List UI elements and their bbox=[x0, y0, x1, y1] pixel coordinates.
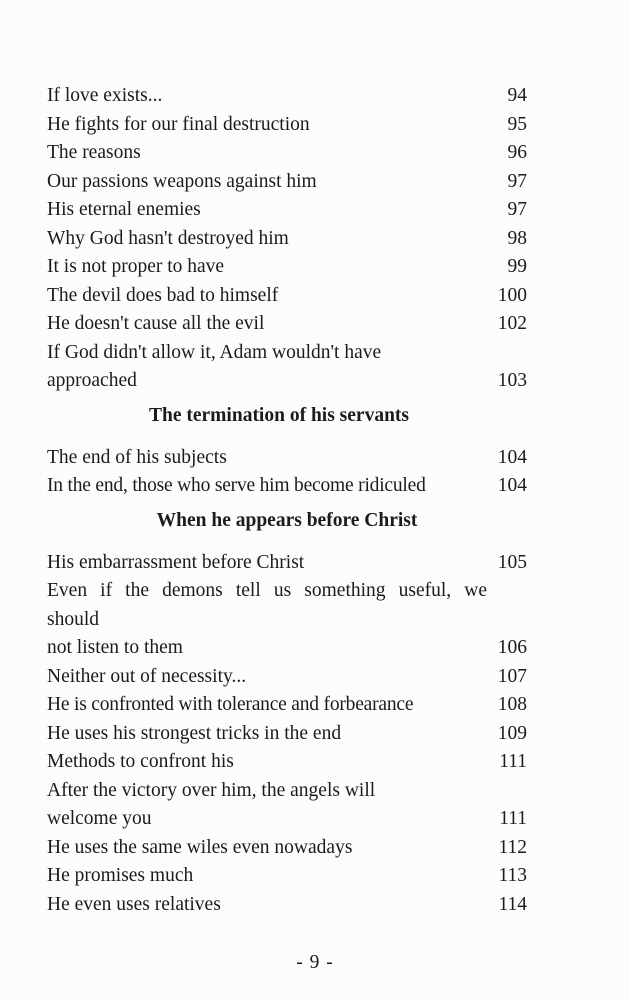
toc-entry-title: approached bbox=[47, 370, 137, 391]
toc-entry-title: He fights for our final destruction bbox=[47, 113, 310, 135]
section-heading: When he appears before Christ bbox=[156, 509, 418, 531]
toc-entry-page: 100 bbox=[497, 284, 527, 306]
toc-entry-title: He promises much bbox=[47, 865, 194, 886]
toc-entry bbox=[47, 310, 527, 339]
toc-entry bbox=[47, 834, 527, 863]
toc-entry bbox=[47, 720, 527, 749]
toc-entry bbox=[47, 196, 527, 225]
toc-entry-page: 106 bbox=[497, 637, 527, 658]
toc-entry bbox=[47, 606, 527, 635]
toc-entry bbox=[47, 777, 527, 806]
toc-entry-page: 113 bbox=[498, 865, 527, 886]
toc-entry-page: 107 bbox=[497, 665, 527, 687]
toc-entry-title: His embarrassment before Christ bbox=[47, 551, 305, 573]
toc-entry bbox=[47, 634, 527, 663]
toc-entry-title: Methods to confront his bbox=[47, 751, 234, 772]
toc-entry-page: 94 bbox=[507, 85, 527, 106]
toc-entry bbox=[47, 577, 527, 606]
toc-entry-page: 104 bbox=[497, 475, 527, 496]
toc-entry-title: The end of his subjects bbox=[47, 446, 227, 468]
toc-entry-title: Even if the demons tell us something useful, we bbox=[47, 580, 487, 601]
table-of-contents bbox=[47, 82, 527, 919]
toc-entry-title: welcome you bbox=[47, 808, 152, 829]
toc-entry-title: He even uses relatives bbox=[47, 893, 221, 915]
toc-entry-page: 112 bbox=[498, 836, 527, 858]
toc-entry-page: 109 bbox=[497, 722, 527, 744]
toc-entry-page: 111 bbox=[499, 808, 527, 829]
toc-entry bbox=[47, 444, 527, 473]
toc-entry-title: If God didn't allow it, Adam wouldn't have bbox=[47, 341, 382, 363]
toc-entry bbox=[47, 282, 527, 311]
toc-entry-title: He uses the same wiles even nowadays bbox=[47, 836, 353, 858]
toc-entry-page: 104 bbox=[497, 446, 527, 468]
toc-entry bbox=[47, 805, 527, 834]
toc-entry-title: The devil does bad to himself bbox=[47, 284, 279, 306]
toc-entry-page: 105 bbox=[497, 551, 527, 573]
toc-entry-title: Our passions weapons against him bbox=[47, 170, 317, 192]
toc-entry bbox=[47, 862, 527, 891]
toc-entry-title: He is confronted with tolerance and forbearance bbox=[47, 694, 414, 715]
toc-entry-page: 102 bbox=[497, 313, 527, 334]
toc-entry-page: 103 bbox=[497, 370, 527, 391]
toc-entry bbox=[47, 253, 527, 282]
toc-entry-title: The reasons bbox=[47, 142, 141, 163]
toc-entry-page: 111 bbox=[499, 751, 527, 772]
toc-entry bbox=[47, 691, 527, 720]
toc-entry bbox=[47, 549, 527, 578]
toc-entry bbox=[47, 339, 527, 368]
toc-entry-page: 95 bbox=[507, 113, 527, 135]
toc-entry-title: It is not proper to have bbox=[47, 256, 225, 277]
toc-entry-page: 114 bbox=[498, 893, 527, 915]
toc-entry-page: 99 bbox=[507, 256, 527, 277]
toc-entry-title: not listen to them bbox=[47, 637, 183, 658]
toc-entry-title: After the victory over him, the angels will bbox=[47, 779, 376, 801]
toc-entry bbox=[47, 367, 527, 396]
toc-entry-title: Neither out of necessity... bbox=[47, 665, 247, 687]
toc-entry-page: 97 bbox=[507, 199, 527, 220]
page-number: - 9 - bbox=[296, 952, 334, 973]
toc-entry-page: 108 bbox=[497, 694, 527, 715]
toc-entry-title: He uses his strongest tricks in the end bbox=[47, 722, 342, 744]
toc-entry bbox=[47, 111, 527, 140]
toc-entry bbox=[47, 225, 527, 254]
toc-entry bbox=[47, 663, 527, 692]
toc-entry-title: He doesn't cause all the evil bbox=[47, 313, 265, 334]
toc-entry-title: If love exists... bbox=[47, 85, 163, 106]
toc-entry-title: His eternal enemies bbox=[47, 199, 201, 220]
toc-entry-page: 98 bbox=[507, 227, 527, 249]
toc-entry-title: In the end, those who serve him become ridiculed bbox=[47, 475, 426, 496]
toc-entry bbox=[47, 748, 527, 777]
toc-entry bbox=[47, 139, 527, 168]
toc-entry-page: 96 bbox=[507, 142, 527, 163]
toc-entry bbox=[47, 82, 527, 111]
toc-entry bbox=[47, 472, 527, 501]
toc-entry-title: should bbox=[47, 608, 100, 630]
toc-entry bbox=[47, 891, 527, 920]
toc-entry-page: 97 bbox=[507, 170, 527, 192]
toc-entry-title: Why God hasn't destroyed him bbox=[47, 227, 289, 249]
section-heading: The termination of his servants bbox=[149, 404, 409, 426]
toc-entry bbox=[47, 168, 527, 197]
